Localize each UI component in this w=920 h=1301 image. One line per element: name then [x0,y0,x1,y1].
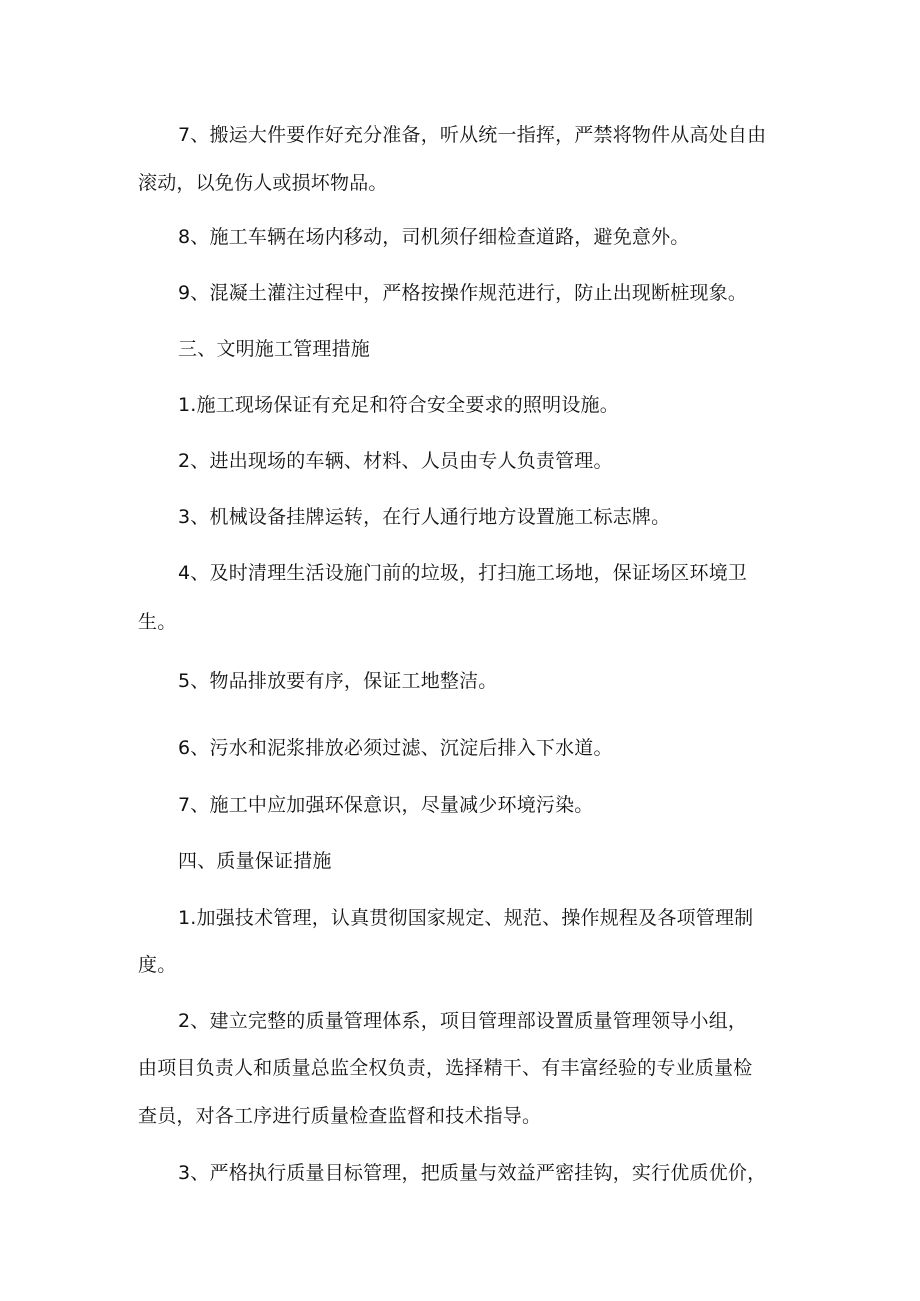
text-line: 3、机械设备挂牌运转，在行人通行地方设置施工标志牌。 [178,506,671,528]
text-line: 1.加强技术管理，认真贯彻国家规定、规范、操作规程及各项管理制 [178,907,754,929]
text-line: 3、严格执行质量目标管理，把质量与效益严密挂钩，实行优质优价， [178,1162,767,1184]
text-line: 由项目负责人和质量总监全权负责，选择精干、有丰富经验的专业质量检 [138,1057,753,1079]
text-line: 9、混凝土灌注过程中，严格按操作规范进行，防止出现断桩现象。 [178,282,748,304]
section-heading: 三、文明施工管理措施 [178,338,371,360]
text-line: 2、建立完整的质量管理体系，项目管理部设置质量管理领导小组， [178,1010,748,1032]
text-line: 7、施工中应加强环保意识，尽量减少环境污染。 [178,794,594,816]
section-heading: 四、质量保证措施 [178,850,332,872]
text-line: 4、及时清理生活设施门前的垃圾，打扫施工场地，保证场区环境卫 [178,562,748,584]
text-line: 6、污水和泥浆排放必须过滤、沉淀后排入下水道。 [178,737,613,759]
text-line: 5、物品排放要有序，保证工地整洁。 [178,670,498,692]
text-line: 8、施工车辆在场内移动，司机须仔细检查道路，避免意外。 [178,226,690,248]
text-line: 滚动，以免伤人或损坏物品。 [138,172,388,194]
text-line: 7、搬运大件要作好充分准备，听从统一指挥，严禁将物件从高处自由 [178,124,767,146]
text-line: 生。 [138,611,177,633]
text-line: 度。 [138,954,177,976]
text-line: 查员，对各工序进行质量检查监督和技术指导。 [138,1105,542,1127]
text-line: 1.施工现场保证有充足和符合安全要求的照明设施。 [178,394,619,416]
text-line: 2、进出现场的车辆、材料、人员由专人负责管理。 [178,450,613,472]
